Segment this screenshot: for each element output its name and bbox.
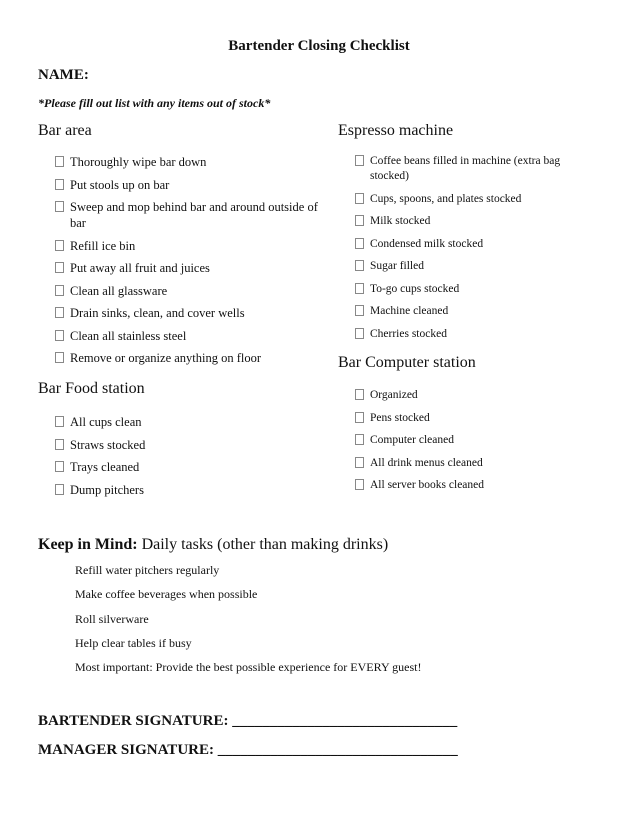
- bar-food-checklist: [38, 414, 318, 498]
- keep-in-mind-label: Keep in Mind:: [38, 536, 138, 553]
- checklist-item: Machine cleaned: [338, 304, 600, 319]
- checkbox[interactable]: [355, 305, 364, 316]
- checklist-item: Trays cleaned: [38, 459, 318, 475]
- checkbox[interactable]: [355, 389, 364, 400]
- checkbox[interactable]: [55, 330, 64, 341]
- checklist-item: Remove or organize anything on floor: [38, 350, 318, 366]
- checklist-item: Dump pitchers: [38, 482, 318, 498]
- checklist-item: Coffee beans filled in machine (extra bag stocked): [338, 154, 600, 184]
- checklist-item: Put away all fruit and juices: [38, 260, 318, 276]
- checkbox[interactable]: [55, 156, 64, 167]
- checklist-item: Clean all glassware: [38, 283, 318, 299]
- bar-area-section: [38, 122, 318, 373]
- checklist-item: Computer cleaned: [338, 433, 600, 448]
- checkbox[interactable]: [55, 307, 64, 318]
- task-item: Refill water pitchers regularly: [75, 563, 220, 577]
- checklist-item: Put stools up on bar: [38, 177, 318, 193]
- checkbox[interactable]: [55, 285, 64, 296]
- checkbox[interactable]: [355, 434, 364, 445]
- checklist-item: Refill ice bin: [38, 238, 318, 254]
- checkbox[interactable]: [355, 328, 364, 339]
- section-title-espresso: Espresso machine: [338, 122, 454, 139]
- bartender-signature-line[interactable]: BARTENDER SIGNATURE: ______________________________: [38, 713, 458, 729]
- stock-note: *Please fill out list with any items out of stock*: [38, 96, 271, 110]
- keep-in-mind-heading: [38, 536, 388, 554]
- checkbox[interactable]: [355, 457, 364, 468]
- checklist-item: Cherries stocked: [338, 327, 600, 342]
- checkbox[interactable]: [355, 479, 364, 490]
- name-label: NAME:: [38, 67, 89, 83]
- manager-signature-line[interactable]: MANAGER SIGNATURE: ________________________________: [38, 742, 458, 758]
- checkbox[interactable]: [55, 439, 64, 450]
- checkbox[interactable]: [355, 260, 364, 271]
- checklist-item: All server books cleaned: [338, 478, 600, 493]
- checkbox[interactable]: [355, 412, 364, 423]
- checklist-item: Sugar filled: [338, 259, 600, 274]
- page-title: Bartender Closing Checklist: [228, 38, 410, 54]
- checklist-item: Pens stocked: [338, 411, 600, 426]
- checkbox[interactable]: [355, 193, 364, 204]
- daily-tasks-list: [75, 562, 422, 683]
- checklist-item: Clean all stainless steel: [38, 328, 318, 344]
- bar-area-checklist: [38, 154, 318, 366]
- checkbox[interactable]: [55, 262, 64, 273]
- checklist-item: Drain sinks, clean, and cover wells: [38, 305, 318, 321]
- task-item: Most important: Provide the best possible experience for EVERY guest!: [75, 660, 422, 675]
- checklist-item: Organized: [338, 388, 600, 403]
- task-item: Make coffee beverages when possible: [75, 587, 258, 602]
- computer-section: [338, 354, 600, 501]
- checklist-item: Cups, spoons, and plates stocked: [338, 192, 600, 207]
- task-item: Roll silverware: [75, 611, 149, 626]
- checkbox[interactable]: [355, 215, 364, 226]
- checkbox[interactable]: [55, 240, 64, 251]
- checklist-item: Thoroughly wipe bar down: [38, 154, 318, 170]
- checkbox[interactable]: [55, 352, 64, 363]
- computer-checklist: [338, 388, 600, 493]
- checklist-item: Straws stocked: [38, 437, 318, 453]
- section-title-bar-food: Bar Food station: [38, 380, 145, 397]
- espresso-checklist: [338, 154, 600, 342]
- checkbox[interactable]: [355, 155, 364, 166]
- checklist-item: Sweep and mop behind bar and around outside of bar: [38, 199, 318, 231]
- checklist-item: All cups clean: [38, 414, 318, 430]
- checkbox[interactable]: [55, 179, 64, 190]
- bar-food-section: [38, 380, 318, 504]
- checkbox[interactable]: [55, 484, 64, 495]
- checkbox[interactable]: [355, 238, 364, 249]
- section-title-computer: Bar Computer station: [338, 354, 476, 371]
- task-item: Help clear tables if busy: [75, 635, 192, 650]
- checkbox[interactable]: [355, 283, 364, 294]
- checkbox[interactable]: [55, 201, 64, 212]
- espresso-section: [338, 122, 600, 349]
- checklist-item: To-go cups stocked: [338, 282, 600, 297]
- section-title-bar-area: Bar area: [38, 122, 92, 139]
- checkbox[interactable]: [55, 461, 64, 472]
- checklist-item: All drink menus cleaned: [338, 456, 600, 471]
- checkbox[interactable]: [55, 416, 64, 427]
- checklist-item: Milk stocked: [338, 214, 600, 229]
- keep-in-mind-text: Daily tasks (other than making drinks): [137, 536, 389, 553]
- checklist-item: Condensed milk stocked: [338, 237, 600, 252]
